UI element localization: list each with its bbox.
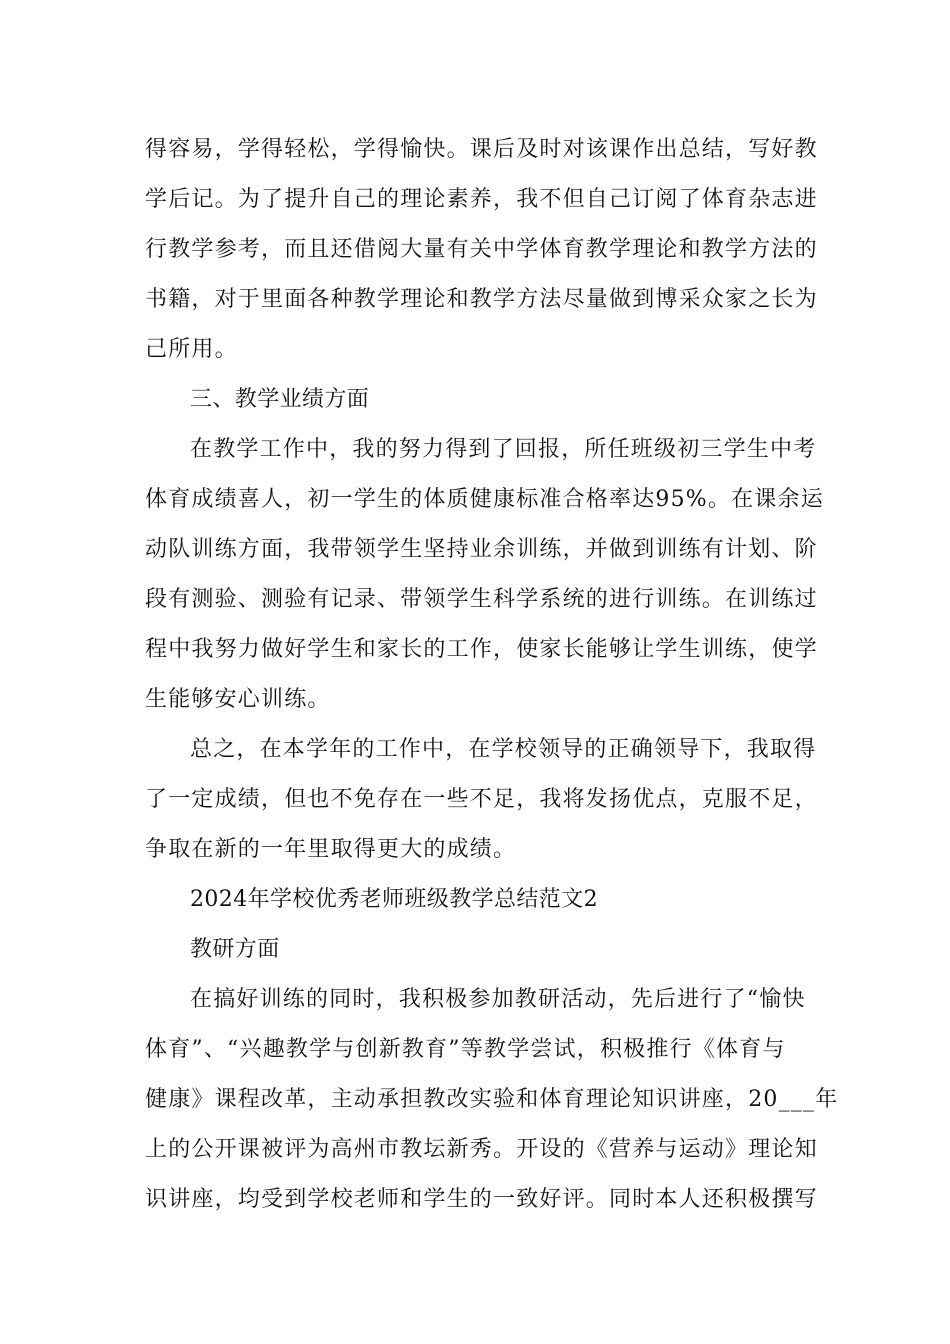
paragraph-line: 程中我努力做好学生和家长的工作，使家长能够让学生训练，使学 [145,637,818,662]
paragraph-line: 己所用。 [145,337,238,362]
section-heading-teaching-results: 三、教学业绩方面 [190,387,370,412]
article-title: 2024年学校优秀老师班级教学总结范文2 [190,887,598,912]
paragraph-line: 在教学工作中，我的努力得到了回报，所任班级初三学生中考 [190,437,817,462]
paragraph-line: 体育”、“兴趣教学与创新教育”等教学尝试，积极推行《体育与 [145,1037,786,1062]
paragraph-line: 动队训练方面，我带领学生坚持业余训练，并做到训练有计划、阶 [145,537,818,562]
paragraph-line: 了一定成绩，但也不免存在一些不足，我将发扬优点，克服不足， [145,787,818,812]
paragraph-line: 健康》课程改革，主动承担教改实验和体育理论知识讲座，20___年 [145,1087,839,1112]
paragraph-line: 段有测验、测验有记录、带领学生科学系统的进行训练。在训练过 [145,587,818,612]
paragraph-line: 在搞好训练的同时，我积极参加教研活动，先后进行了“愉快 [190,987,806,1012]
paragraph-line: 学后记。为了提升自己的理论素养，我不但自己订阅了体育杂志进 [145,187,818,212]
paragraph-line: 总之，在本学年的工作中，在学校领导的正确领导下，我取得 [190,737,817,762]
paragraph-line: 上的公开课被评为高州市教坛新秀。开设的《营养与运动》理论知 [145,1137,818,1162]
paragraph-line: 体育成绩喜人，初一学生的体质健康标准合格率达95%。在课余运 [145,487,824,512]
paragraph-line: 识讲座，均受到学校老师和学生的一致好评。同时本人还积极撰写 [145,1187,818,1212]
paragraph-line: 行教学参考，而且还借阅大量有关中学体育教学理论和教学方法的 [145,237,818,262]
paragraph-line: 生能够安心训练。 [145,687,331,712]
section-heading-research: 教研方面 [190,937,280,962]
paragraph-line: 书籍，对于里面各种教学理论和教学方法尽量做到博采众家之长为 [145,287,818,312]
paragraph-line: 争取在新的一年里取得更大的成绩。 [145,837,517,862]
paragraph-line: 得容易，学得轻松，学得愉快。课后及时对该课作出总结，写好教 [145,137,818,162]
